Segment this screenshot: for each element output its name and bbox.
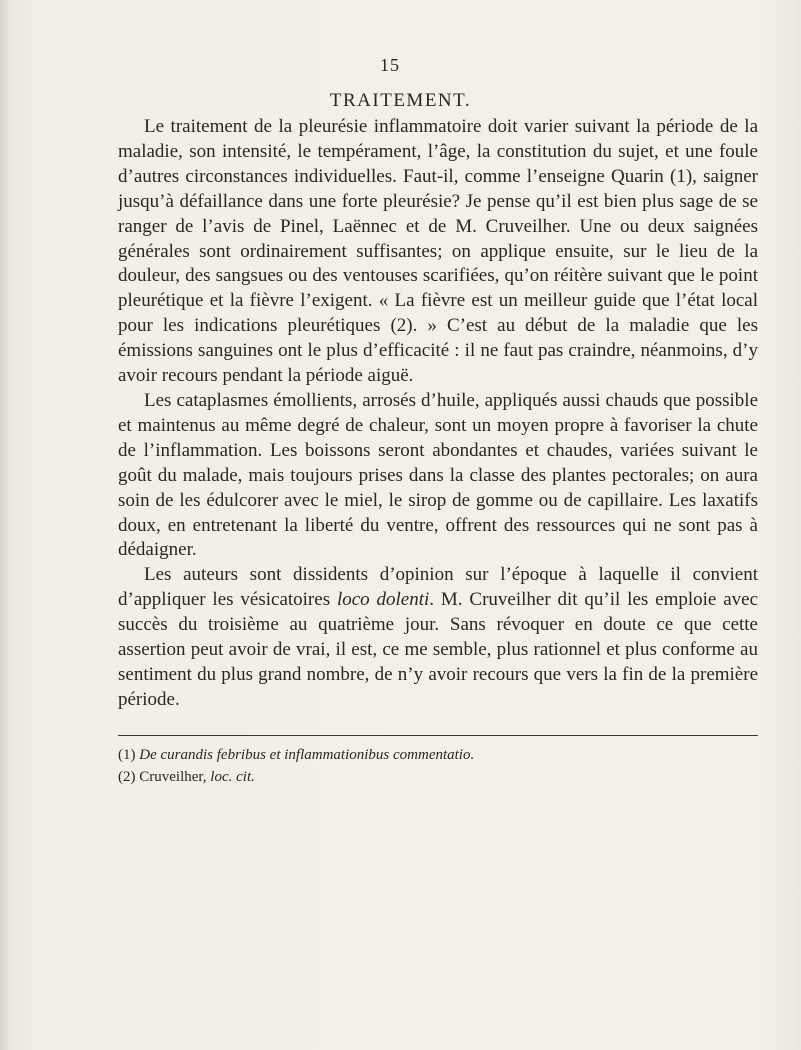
footnote-1-marker: (1) [118,747,136,763]
paragraph-1-part-3: , saigner jusqu’à défaillance dans une forte pleurésie? Je pense qu’il est bien plus sage de se ranger de l’avis de Pinel, Laënnec et de M. Cruveilher. Une ou deux saignées générales sont ordinairement suffisantes; on applique ensuite, sur le lieu de la douleur, des sangsues ou des ventouses scarifiées, qu’on réitère suivant que le point pleurétique et la fièvre l’exigent. « La fièvre est un meilleur guide que l’état local pour les indications pleurétiques [118,165,758,337]
paragraph-2-part-1: Les cataplasmes émollients, arrosés d’huile, appliqués aussi chauds que possible et maintenus au même degré de chaleur, sont un moyen propre à favoriser la chute de l’inflammation. Les boissons seront abondantes et chaudes, variées suivant le goût du malade, mais toujours prises dans la classe des plantes pectorales; on aura soin de les édulcorer avec le miel, le sirop de gomme ou de capillaire. Les laxatifs doux, en entretenant la liberté du ventre, offrent des ressources qui ne sont pas à dédaigner. [118,389,758,561]
page-number: 15 [380,55,400,75]
paragraph-1-part-1: Le traitement de la pleurésie inflammatoire doit varier suivant la période de la maladie, son intensité, le tempérament, l’âge, la constitution du sujet, et une foule d’autres circonstances individuelles. Faut-il, comme l’enseigne Quarin [118,116,758,187]
paragraph-3 [118,563,758,712]
section-title: TRAITEMENT. [329,90,472,111]
body-text [118,115,758,713]
footnote-2-citation: loc. cit. [210,769,255,785]
footnote-1-text: De curandis febribus et inflammationibus commentatio. [139,747,475,763]
footnote-1 [118,744,758,766]
footnote-2-marker: (2) [118,769,136,785]
paragraph-3-part-1: Les auteurs sont dissidents d’opinion sur l’époque à laquelle il convient d’appliquer les vésicatoires [118,564,758,611]
paragraph-1-part-5: . » C’est au début de la maladie que les émissions sanguines ont le plus d’efficacité : il ne faut pas craindre, néanmoins, d’y avoir recours pendant la période aiguë. [118,315,758,387]
footnote-ref-1: (1) [670,165,693,187]
footnote-ref-2: (2) [390,315,413,337]
paragraph-1 [118,115,758,389]
footnote-2-text: Cruveilher, [139,769,211,785]
paragraph-3-part-3: . M. Cruveilher dit qu’il les emploie avec succès du troisième au quatrième jour. Sans révoquer en doute ce que cette assertion peut avoir de vrai, il est, ce me semble, plus rationnel et plus conforme au sentiment du plus grand nombre, de n’y avoir recours que vers la fin de la première période. [118,589,758,710]
gutter-shadow [0,0,10,1050]
latin-phrase: loco dolenti [336,589,430,611]
footnote-divider [118,735,758,736]
footnotes [118,744,758,788]
footnote-2 [118,766,758,788]
paragraph-2 [118,389,758,563]
